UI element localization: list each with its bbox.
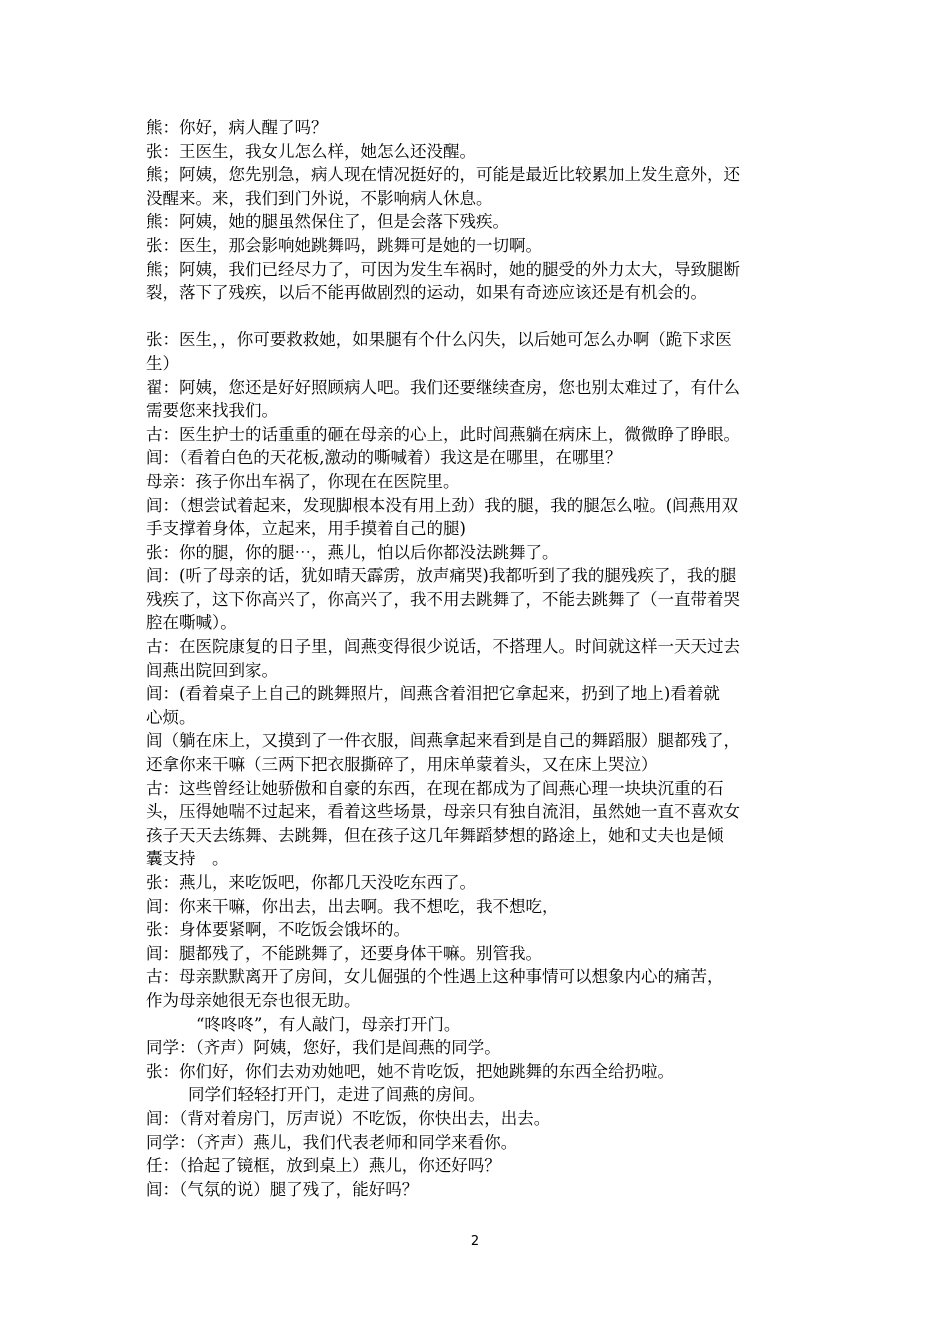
text-line: 母亲：孩子你出车祸了，你现在在医院里。 — [146, 471, 460, 491]
text-line: 张：身体要紧啊，不吃饭会饿坏的。 — [146, 920, 410, 940]
blank-line — [146, 305, 816, 329]
text-line: 同学们轻轻打开门，走进了闾燕的房间。 — [188, 1085, 485, 1105]
text-line: 张：你们好，你们去劝劝她吧，她不肯吃饭，把她跳舞的东西全给扔啦。 — [146, 1061, 674, 1081]
text-line: 闾：（气氛的说）腿了残了，能好吗？ — [146, 1179, 419, 1199]
text-line: 古：医生护士的话重重的砸在母亲的心上，此时闾燕躺在病床上，微微睁了睁眼。 — [146, 424, 740, 444]
text-line: 翟：阿姨，您还是好好照顾病人吧。我们还要继续查房，您也别太难过了，有什么 — [146, 377, 740, 397]
text-line: 闾：（想尝试着起来，发现脚根本没有用上劲）我的腿，我的腿怎么啦。(闾燕用双 — [146, 495, 739, 515]
text-line: 头，压得她喘不过起来，看着这些场景，母亲只有独自流泪，虽然她一直不喜欢女 — [146, 802, 740, 822]
text-line: 古：母亲默默离开了房间，女儿倔强的个性遇上这种事情可以想象内心的痛苦， — [146, 967, 724, 987]
text-line: 生） — [146, 353, 179, 373]
text-line: 闾：(听了母亲的话，犹如晴天霹雳，放声痛哭)我都听到了我的腿残疾了，我的腿 — [146, 566, 737, 586]
text-line: 还拿你来干嘛（三两下把衣服撕碎了，用床单蒙着头，又在床上哭泣） — [146, 755, 658, 775]
text-line: “咚咚咚”，有人敲门，母亲打开门。 — [196, 1014, 461, 1034]
text-line: 裂，落下了残疾，以后不能再做剧烈的运动，如果有奇迹应该还是有机会的。 — [146, 283, 707, 303]
text-line: 张：医生，，你可要救救她，如果腿有个什么闪失，以后她可怎么办啊（跪下求医 — [146, 330, 732, 350]
text-line: 张：你的腿，你的腿⋯，燕儿，怕以后你都没法跳舞了。 — [146, 542, 559, 562]
text-line: 熊：阿姨，她的腿虽然保住了，但是会落下残疾。 — [146, 212, 509, 232]
text-line: 熊：你好，病人醒了吗？ — [146, 118, 328, 137]
text-line: 腔在嘶喊）。 — [146, 613, 237, 633]
text-line: 任：（拾起了镜框，放到桌上）燕儿，你还好吗？ — [146, 1156, 501, 1176]
text-line: 闾：你来干嘛，你出去，出去啊。我不想吃，我不想吃， — [146, 896, 559, 916]
script-text — [146, 116, 816, 1201]
text-line: 熊；阿姨，您先别急，病人现在情况挺好的，可能是最近比较累加上发生意外，还 — [146, 165, 740, 185]
text-line: 闾燕出院回到家。 — [146, 660, 278, 680]
text-line: 闾：(看着桌子上自己的跳舞照片，闾燕含着泪把它拿起来，扔到了地上)看着就 — [146, 684, 720, 704]
text-line: 古：这些曾经让她骄傲和自豪的东西，在现在都成为了闾燕心理一块块沉重的石 — [146, 778, 724, 798]
page-number: 2 — [470, 1234, 480, 1249]
text-line: 闾：（看着白色的天花板,激动的嘶喊着）我这是在哪里，在哪里？ — [146, 448, 622, 468]
text-line: 残疾了，这下你高兴了，你高兴了，我不用去跳舞了，不能去跳舞了（一直带着哭 — [146, 589, 740, 609]
text-line: 没醒来。来，我们到门外说，不影响病人休息。 — [146, 188, 493, 208]
text-line: 孩子天天去练舞、去跳舞，但在孩子这几年舞蹈梦想的路途上，她和丈夫也是倾 — [146, 825, 724, 845]
text-line: 作为母亲她很无奈也很无助。 — [146, 990, 361, 1010]
text-line: 闾：腿都残了，不能跳舞了，还要身体干嘛。别管我。 — [146, 943, 542, 963]
text-line: 心烦。 — [146, 707, 196, 727]
text-line: 囊支持 。 — [146, 849, 229, 869]
text-line: 闾（躺在床上，又摸到了一件衣服，闾燕拿起来看到是自己的舞蹈服）腿都残了， — [146, 731, 740, 751]
text-line: 手支撑着身体，立起来，用手摸着自己的腿) — [146, 519, 466, 539]
text-line: 熊；阿姨，我们已经尽力了，可因为发生车祸时，她的腿受的外力太大，导致腿断 — [146, 259, 740, 279]
text-line: 张：王医生，我女儿怎么样，她怎么还没醒。 — [146, 141, 476, 161]
text-line: 同学：（齐声）燕儿，我们代表老师和同学来看你。 — [146, 1132, 518, 1152]
text-line: 张：燕儿，来吃饭吧，你都几天没吃东西了。 — [146, 873, 476, 892]
text-line: 张：医生，那会影响她跳舞吗，跳舞可是她的一切啊。 — [146, 235, 542, 255]
text-line: 闾：（背对着房门，厉声说）不吃饭，你快出去，出去。 — [146, 1108, 551, 1128]
text-line: 同学：（齐声）阿姨，您好，我们是闾燕的同学。 — [146, 1038, 501, 1058]
text-line: 需要您来找我们。 — [146, 401, 278, 421]
text-line: 古：在医院康复的日子里，闾燕变得很少说话，不搭理人。时间就这样一天天过去 — [146, 637, 740, 657]
